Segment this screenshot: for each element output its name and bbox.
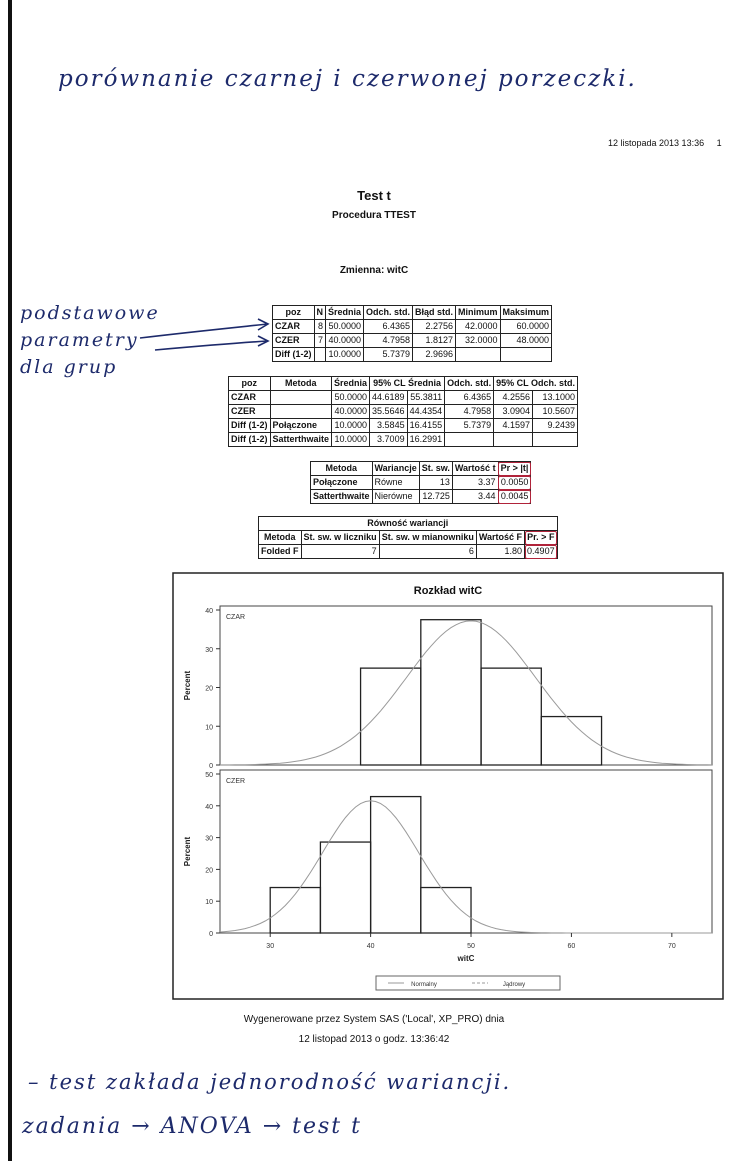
table-cell: 60.0000: [500, 320, 552, 334]
histogram-bar: [320, 842, 370, 933]
col-header: poz: [273, 306, 315, 320]
table-cell: 16.4155: [407, 419, 445, 433]
table-cell: 7: [314, 334, 326, 348]
arrow-to-czer-row: [155, 341, 268, 350]
y-tick-label: 50: [205, 772, 213, 779]
table-cell: 12.725: [419, 490, 452, 504]
col-header: Wartość t: [452, 462, 498, 476]
table-cell: 55.3811: [407, 391, 445, 405]
col-header: Metoda: [311, 462, 373, 476]
table-cell: 48.0000: [500, 334, 552, 348]
table-cell: 3.37: [452, 476, 498, 490]
histogram-bar: [361, 668, 421, 765]
variance-header-row: [259, 531, 558, 545]
col-header: St. sw.: [419, 462, 452, 476]
table-cell: [494, 433, 533, 447]
x-tick-label: 40: [366, 943, 375, 950]
col-header: 95% CL Średnia: [370, 377, 445, 391]
y-tick-label: 0: [209, 931, 213, 938]
ci-header-row: [229, 377, 578, 391]
stats-table: [272, 305, 552, 362]
col-header: Odch. std.: [364, 306, 413, 320]
col-header: Pr > |t|: [498, 462, 531, 476]
variance-equality-table: [258, 516, 558, 559]
y-tick-label: 0: [209, 763, 213, 770]
table-cell: 0.4907: [525, 545, 558, 559]
table-cell: 2.9696: [413, 348, 456, 362]
table-cell: Diff (1-2): [229, 419, 271, 433]
table-cell: Folded F: [259, 545, 302, 559]
chart-frame: [173, 573, 723, 999]
histogram-bar: [421, 620, 481, 765]
table-cell: 10.5607: [533, 405, 578, 419]
table-cell: 40.0000: [326, 334, 364, 348]
table-cell: 3.5845: [370, 419, 408, 433]
x-tick-label: 60: [567, 943, 576, 950]
y-tick-label: 40: [205, 803, 213, 811]
table-cell: 32.0000: [456, 334, 501, 348]
table-cell: Satterthwaite: [311, 490, 373, 504]
table-cell: [270, 391, 332, 405]
y-tick-label: 20: [205, 685, 213, 693]
x-axis-label: witC: [457, 954, 475, 963]
table-row: [229, 391, 578, 405]
table-cell: [456, 348, 501, 362]
page-title: Test t: [357, 188, 391, 203]
footer-line-2: 12 listopad 2013 o godz. 13:36:42: [298, 1034, 450, 1045]
table-row: [273, 320, 552, 334]
y-tick-label: 20: [205, 867, 213, 875]
x-tick-label: 70: [667, 943, 676, 950]
side-note-line-3: dla grup: [20, 356, 118, 378]
y-tick-label: 30: [205, 835, 213, 843]
table-row: [229, 433, 578, 447]
panel-label: CZAR: [226, 614, 246, 621]
confidence-limits-table: [228, 376, 578, 447]
table-cell: 10.0000: [332, 433, 370, 447]
legend-entry: Jądrowy: [502, 982, 526, 988]
variable-line: Zmienna: witC: [339, 265, 409, 276]
variance-caption-row: [259, 517, 558, 531]
histogram-bar: [481, 668, 541, 765]
normal-curve: [220, 801, 712, 933]
side-note-line-1: podstawowe: [20, 302, 160, 324]
table-cell: 5.7379: [445, 419, 494, 433]
table-cell: CZAR: [229, 391, 271, 405]
handwritten-bottom-note-1: – test zakłada jednorodność wariancji.: [28, 1070, 512, 1094]
table-cell: 50.0000: [332, 391, 370, 405]
table-cell: Połączone: [270, 419, 332, 433]
y-tick-label: 30: [205, 646, 213, 654]
table-cell: 0.0050: [498, 476, 531, 490]
table-cell: 13: [419, 476, 452, 490]
col-header: 95% CL Odch. std.: [494, 377, 578, 391]
handwritten-bottom-note-2: zadania → ANOVA → test t: [22, 1114, 362, 1139]
table-cell: 5.7379: [364, 348, 413, 362]
table-cell: 0.0045: [498, 490, 531, 504]
arrow-to-czar-row: [140, 324, 268, 338]
col-header: Odch. std.: [445, 377, 494, 391]
table-cell: 10.0000: [332, 419, 370, 433]
col-header: Maksimum: [500, 306, 552, 320]
table-cell: 8: [314, 320, 326, 334]
table-cell: CZER: [273, 334, 315, 348]
col-header: Błąd std.: [413, 306, 456, 320]
table-cell: Diff (1-2): [273, 348, 315, 362]
ttest-table: [310, 461, 531, 504]
table-cell: 40.0000: [332, 405, 370, 419]
table-row: [229, 419, 578, 433]
table-cell: [270, 405, 332, 419]
table-cell: 42.0000: [456, 320, 501, 334]
table-cell: 4.1597: [494, 419, 533, 433]
table-cell: 50.0000: [326, 320, 364, 334]
x-tick-label: 30: [266, 943, 275, 950]
table-cell: Diff (1-2): [229, 433, 271, 447]
table-cell: CZER: [229, 405, 271, 419]
table-row: [273, 334, 552, 348]
table-cell: 1.8127: [413, 334, 456, 348]
table-cell: Połączone: [311, 476, 373, 490]
y-axis-label: Percent: [183, 670, 192, 701]
table-caption: Równość wariancji: [259, 517, 558, 531]
col-header: Średnia: [332, 377, 370, 391]
table-cell: 3.7009: [370, 433, 408, 447]
table-row: [311, 490, 531, 504]
col-header: Metoda: [270, 377, 332, 391]
table-cell: 7: [301, 545, 379, 559]
table-cell: 35.5646: [370, 405, 408, 419]
table-cell: 4.7958: [445, 405, 494, 419]
chart-title: Rozkład witC: [413, 585, 483, 597]
normal-curve: [220, 621, 712, 765]
table-cell: 1.80: [476, 545, 524, 559]
col-header: St. sw. w mianowniku: [379, 531, 476, 545]
col-header: Wartość F: [476, 531, 524, 545]
stats-header-row: [273, 306, 552, 320]
y-tick-label: 10: [205, 899, 213, 907]
col-header: Średnia: [326, 306, 364, 320]
col-header: St. sw. w liczniku: [301, 531, 379, 545]
col-header: Pr. > F: [525, 531, 558, 545]
table-cell: [533, 433, 578, 447]
table-cell: 44.4354: [407, 405, 445, 419]
panel-frame: [220, 770, 712, 933]
y-tick-label: 40: [205, 608, 213, 615]
table-row: [273, 348, 552, 362]
legend-entry: Normalny: [411, 982, 437, 988]
col-header: Wariancje: [372, 462, 419, 476]
page-number: 1: [716, 138, 722, 148]
table-cell: 9.2439: [533, 419, 578, 433]
table-cell: 6: [379, 545, 476, 559]
table-cell: 44.6189: [370, 391, 408, 405]
table-cell: 3.0904: [494, 405, 533, 419]
col-header: Minimum: [456, 306, 501, 320]
table-row: [229, 405, 578, 419]
timestamp-text: 12 listopada 2013 13:36: [608, 138, 705, 148]
table-cell: [314, 348, 326, 362]
table-cell: 4.2556: [494, 391, 533, 405]
footer-line-1: Wygenerowane przez System SAS ('Local', XP_PRO) dnia: [243, 1014, 505, 1025]
table-cell: 2.2756: [413, 320, 456, 334]
table-row: [259, 545, 558, 559]
ttest-header-row: [311, 462, 531, 476]
side-note-line-2: parametry: [20, 329, 139, 351]
table-cell: 6.4365: [445, 391, 494, 405]
table-cell: 3.44: [452, 490, 498, 504]
handwritten-title-note: porównanie czarnej i czerwonej porzeczki.: [58, 66, 637, 92]
col-header: poz: [229, 377, 271, 391]
table-cell: 10.0000: [326, 348, 364, 362]
page-subtitle: Procedura TTEST: [332, 210, 416, 221]
table-cell: Satterthwaite: [270, 433, 332, 447]
table-cell: Równe: [372, 476, 419, 490]
col-header: N: [314, 306, 326, 320]
table-cell: 4.7958: [364, 334, 413, 348]
y-tick-label: 10: [205, 724, 213, 732]
table-cell: Nierówne: [372, 490, 419, 504]
panel-label: CZER: [226, 778, 246, 785]
panel-frame: [220, 606, 712, 765]
y-axis-label: Percent: [183, 836, 192, 867]
table-cell: CZAR: [273, 320, 315, 334]
x-tick-label: 50: [467, 943, 475, 950]
table-cell: 16.2991: [407, 433, 445, 447]
histogram-chart: [172, 572, 724, 1000]
table-cell: 13.1000: [533, 391, 578, 405]
table-cell: [445, 433, 494, 447]
table-row: [311, 476, 531, 490]
table-cell: [500, 348, 552, 362]
table-cell: 6.4365: [364, 320, 413, 334]
col-header: Metoda: [259, 531, 302, 545]
